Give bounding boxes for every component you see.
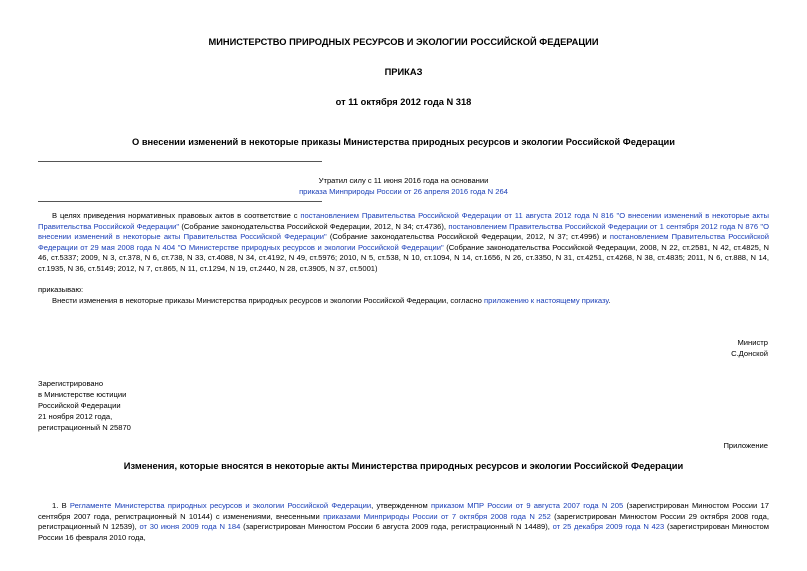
order-252-link[interactable]: приказами Минприроды России от 7 октября 2008 года N 252 xyxy=(323,511,551,521)
resolution-404-link[interactable]: постановлением Правительства Российской Федерации от 29 мая 2008 года N 404 "О Министерстве природных ресурсов и экологии Российской Федерации" xyxy=(38,232,769,252)
item-text-3: (зарегистрирован Минюстом России 29 октября 2008 года, регистрационный N 12539), xyxy=(38,511,770,532)
repeal-note-line: Утратил силу с 11 июня 2016 года на основании xyxy=(318,176,489,185)
appendix-link[interactable]: приложению к настоящему приказу xyxy=(484,296,609,305)
doc-type-heading: ПРИКАЗ xyxy=(384,67,423,77)
signature-name: С.Донской xyxy=(731,349,768,358)
date-number-heading: от 11 октября 2012 года N 318 xyxy=(335,97,472,107)
item-number: 1. В xyxy=(52,501,70,510)
appendix-item-1 xyxy=(38,501,769,543)
registration-line: Российской Федерации xyxy=(38,401,121,410)
signature-position: Министр xyxy=(737,338,768,347)
prikazyvayu-label: приказываю: xyxy=(38,285,84,294)
registration-line: 21 ноября 2012 года, xyxy=(38,412,113,421)
repeal-note-link-line xyxy=(0,186,807,197)
preamble-text-4: (Собрание законодательства Российской Федерации, 2008, N 22, ст.2581, N 42, ст.4825, N 46, ст.5337; 2009, N 3, ст.378, N 6, ст.738, N 33, ст.4088, N 34, ст.4192, N 49, ст.5976; 2010, N 5, ст.538, N 10, ст.1094, N 14, ст.1656, N 26, ст.3350, N 31, ст.4251, ст.4268, N 38, ст.4835; 2011, N 6, ст.888, N 14, ст.1935, N 36, ст.5149; 2012, N 7, ст.865, N 11, ст.1294, N 19, ст.2440, N 28, ст.3905, N 37, ст.5001) xyxy=(38,242,769,273)
item-text-5: (зарегистрирован Минюстом России 16 февраля 2010 года, xyxy=(38,522,770,542)
preamble-text-3: (Собрание законодательства Российской Федерации, 2012, N 37; ст.4996) и xyxy=(326,232,610,242)
registration-line: в Министерстве юстиции xyxy=(38,390,127,399)
resolution-816-link[interactable]: постановлением Правительства Российской Федерации от 11 августа 2012 года N 816 "О внесении изменений в некоторые акты Правительства Российской Федерации" xyxy=(38,211,770,231)
registration-line: регистрационный N 25870 xyxy=(38,423,131,432)
appendix-title: Изменения, которые вносятся в некоторые акты Министерства природных ресурсов и экологии Российской Федерации xyxy=(123,461,684,471)
reglament-link[interactable]: Регламенте Министерства природных ресурсов и экологии Российской Федерации xyxy=(69,501,372,510)
document-title: О внесении изменений в некоторые приказы Министерства природных ресурсов и экологии Российской Федерации xyxy=(132,137,675,147)
item-text-2: (зарегистрирован Минюстом России 17 сентября 2007 года, регистрационный N 10144) с изменениями, внесенными xyxy=(38,501,769,521)
preamble-text-1: В целях приведения нормативных правовых актов в соответствие с xyxy=(52,211,301,220)
order-text-body: Внести изменения в некоторые приказы Министерства природных ресурсов и экологии Российской Федерации, согласно xyxy=(52,296,485,305)
registration-line: Зарегистрировано xyxy=(38,379,104,388)
registration-block xyxy=(38,378,131,433)
repeal-order-link[interactable]: приказа Минприроды России от 26 апреля 2016 года N 264 xyxy=(299,187,508,196)
order-text xyxy=(52,295,611,306)
item-text-1: , утвержденном xyxy=(371,501,431,510)
order-184-link[interactable]: от 30 июня 2009 года N 184 xyxy=(139,522,241,532)
order-423-link[interactable]: от 25 декабря 2009 года N 423 xyxy=(552,522,665,532)
item-text-4: (зарегистрирован Минюстом России 6 августа 2009 года, регистрационный N 14489), xyxy=(240,522,553,532)
preamble-text-2: (Собрание законодательства Российской Федерации, 2012, N 34; ст.4736), xyxy=(179,221,449,231)
divider-bottom xyxy=(38,201,322,202)
divider-top xyxy=(38,161,322,162)
order-205-link[interactable]: приказом МПР России от 9 августа 2007 года N 205 xyxy=(430,501,624,510)
ministry-heading: МИНИСТЕРСТВО ПРИРОДНЫХ РЕСУРСОВ И ЭКОЛОГИИ РОССИЙСКОЙ ФЕДЕРАЦИИ xyxy=(208,37,599,47)
appendix-label: Приложение xyxy=(723,441,768,450)
resolution-876-link[interactable]: постановлением Правительства Российской Федерации от 1 сентября 2012 года N 876 "О внесении изменений в некоторые акты Правительства Российской Федерации" xyxy=(38,221,769,242)
order-text-end: . xyxy=(608,296,611,305)
preamble-paragraph xyxy=(38,211,769,275)
